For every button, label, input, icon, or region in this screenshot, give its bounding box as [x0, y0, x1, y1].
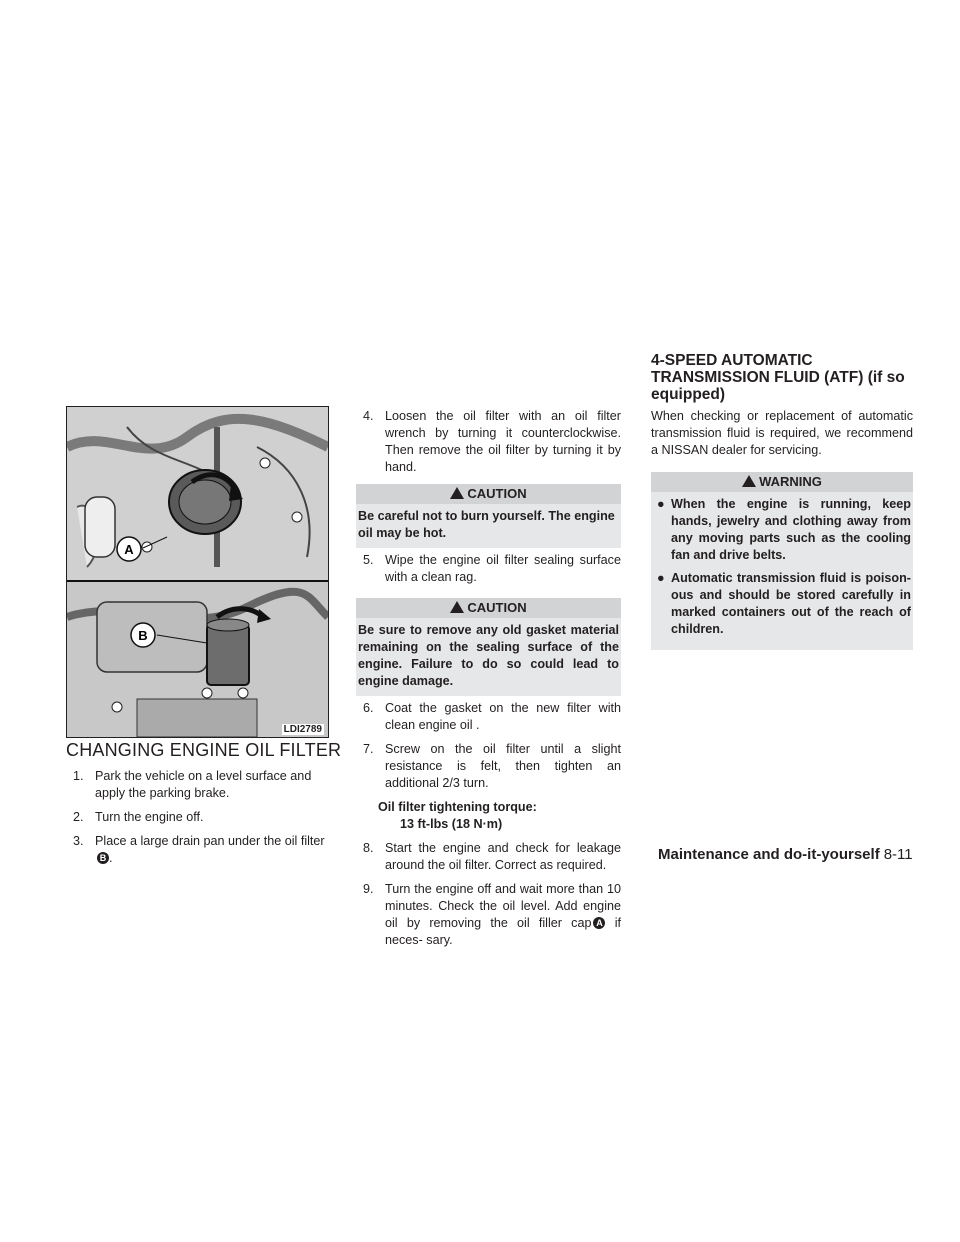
section-title-changing-oil-filter: CHANGING ENGINE OIL FILTER	[66, 740, 342, 760]
step-number: 5.	[363, 553, 374, 567]
warning-item	[653, 496, 911, 564]
step-text: Park the vehicle on a level surface and apply the parking brake.	[95, 769, 312, 800]
page-number: 8-11	[883, 846, 913, 863]
warning-body	[651, 492, 913, 650]
step-4	[356, 408, 621, 476]
step-text: Start the engine and check for leakage around the oil filter. Correct as required.	[385, 841, 621, 872]
step-number: 3.	[73, 834, 84, 848]
step-7	[356, 741, 621, 792]
step-8	[356, 840, 621, 874]
step-number: 7.	[363, 742, 374, 756]
caution-icon	[450, 601, 464, 613]
page-footer	[658, 846, 913, 863]
step-number: 8.	[363, 841, 374, 855]
warning-text: Automatic transmission fluid is poison- ous and should be stored carefully in marked containers out of the reach of children.	[671, 571, 911, 636]
callout-badge-a: A	[593, 917, 605, 929]
caution-title: CAUTION	[467, 600, 527, 615]
caution-text: Be careful not to burn yourself. The engine oil may be hot.	[358, 509, 615, 540]
step-2	[66, 809, 328, 826]
caution-header	[356, 598, 621, 618]
warning-box	[651, 472, 913, 650]
step-text: Turn the engine off and wait more than 10 minutes. Check the oil level. Add engine oil by removing the oil filler cap	[385, 882, 621, 930]
atf-intro: When checking or replacement of automatic transmission fluid is required, we recommend a NISSAN dealer for servicing.	[651, 409, 913, 457]
step-text: Screw on the oil filter until a slight resistance is felt, then tighten an additional 2/3 turn.	[385, 742, 621, 790]
section1-steps	[66, 768, 328, 874]
warning-title: WARNING	[759, 474, 822, 489]
warning-icon	[742, 475, 756, 487]
section-title-atf: 4-SPEED AUTOMATIC TRANSMISSION FLUID (ATF) (if so equipped)	[651, 352, 905, 403]
torque-label: Oil filter tightening torque:	[378, 800, 537, 814]
figure-code: LDI2789	[283, 724, 322, 735]
step-text: Loosen the oil filter with an oil filter wrench by turning it counterclockwise. Then remove the oil filter by turning it by hand.	[385, 409, 621, 474]
engine-oil-filter-illustration	[66, 406, 329, 738]
column-2	[356, 408, 621, 956]
step-number: 1.	[73, 769, 84, 783]
caution-title: CAUTION	[467, 486, 527, 501]
caution-header	[356, 484, 621, 504]
bullet: ●	[657, 497, 665, 511]
column-3	[651, 408, 913, 650]
torque-value: 13 ft-lbs (18 N·m)	[400, 817, 503, 831]
bullet: ●	[657, 571, 665, 585]
callout-a: A	[124, 542, 134, 557]
footer-section-name: Maintenance and do-it-yourself	[658, 846, 880, 863]
step-1	[66, 768, 328, 802]
step-9	[356, 881, 621, 949]
step-6	[356, 700, 621, 734]
caution-box-2	[356, 598, 621, 696]
step-number: 4.	[363, 409, 374, 423]
step-text: Turn the engine off.	[95, 810, 204, 824]
warning-item	[653, 570, 911, 638]
caution-box-1	[356, 484, 621, 548]
step-number: 6.	[363, 701, 374, 715]
step-text: Place a large drain pan under the oil filter	[95, 834, 325, 848]
warning-text: When the engine is running, keep hands, jewelry and clothing away from any moving parts such as the cooling fan and drive belts.	[671, 497, 911, 562]
torque-spec	[378, 799, 621, 833]
engine-drawing	[67, 407, 328, 737]
step-text: Coat the gasket on the new filter with clean engine oil .	[385, 701, 621, 732]
step-number: 2.	[73, 810, 84, 824]
step-3	[66, 833, 328, 867]
callout-badge-b: B	[97, 852, 109, 864]
callout-b: B	[138, 628, 148, 643]
caution-text: Be sure to remove any old gasket material remaining on the sealing surface of the engine. Failure to do so could lead to engine damage.	[358, 623, 619, 688]
warning-header	[651, 472, 913, 492]
step-number: 9.	[363, 882, 374, 896]
step-text-end: .	[109, 851, 113, 865]
caution-icon	[450, 487, 464, 499]
step-5	[356, 552, 621, 586]
step-text-end: if neces- sary.	[385, 916, 621, 947]
step-text: Wipe the engine oil filter sealing surface with a clean rag.	[385, 553, 621, 584]
